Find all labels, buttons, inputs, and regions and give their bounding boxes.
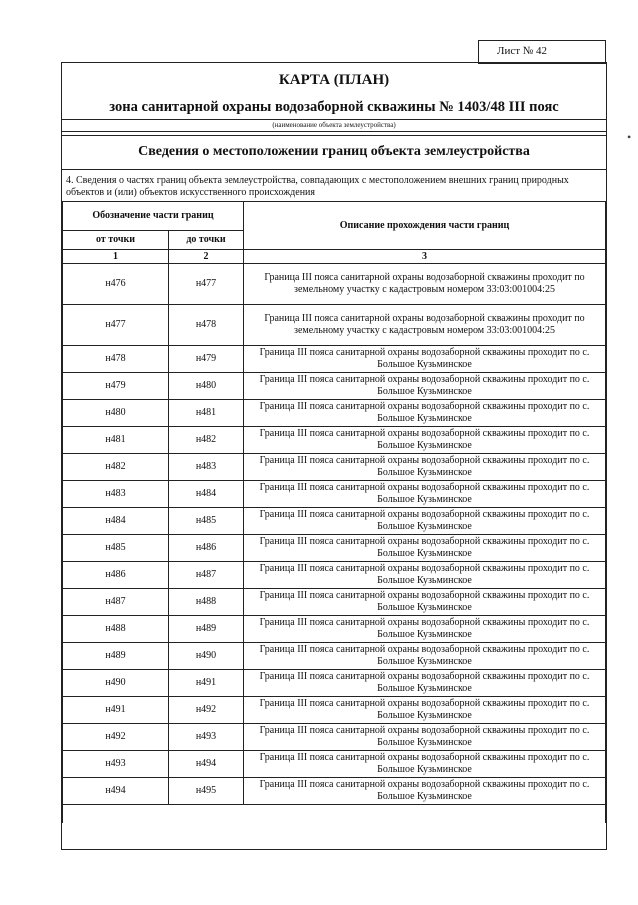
cell-description: Граница III пояса санитарной охраны водозаборной скважины проходит по с. Большое Кузьминское bbox=[244, 697, 606, 724]
map-title: КАРТА (ПЛАН) bbox=[278, 72, 390, 88]
cell-to-point: н490 bbox=[169, 643, 244, 670]
table-row bbox=[63, 264, 606, 305]
divider bbox=[62, 119, 606, 120]
table-row bbox=[63, 724, 606, 751]
column-number: 1 bbox=[63, 250, 169, 264]
map-subtitle: зона санитарной охраны водозаборной скважины № 1403/48 III пояс bbox=[109, 99, 559, 115]
table-row bbox=[63, 562, 606, 589]
column-number: 3 bbox=[244, 250, 606, 264]
cell-description: Граница III пояса санитарной охраны водозаборной скважины проходит по с. Большое Кузьминское bbox=[244, 535, 606, 562]
header-part: Обозначение части границ bbox=[63, 202, 244, 231]
table-row bbox=[63, 481, 606, 508]
cell-to-point: н493 bbox=[169, 724, 244, 751]
cell-description: Граница III пояса санитарной охраны водозаборной скважины проходит по земельному участку с кадастровым номером 33:03:001004:25 bbox=[244, 305, 606, 346]
table-row bbox=[63, 616, 606, 643]
cell-to-point: н495 bbox=[169, 778, 244, 805]
divider bbox=[62, 131, 606, 132]
cell-from-point: н489 bbox=[63, 643, 169, 670]
cell-to-point: н479 bbox=[169, 346, 244, 373]
cell-description: Граница III пояса санитарной охраны водозаборной скважины проходит по с. Большое Кузьминское bbox=[244, 346, 606, 373]
cell-from-point: н481 bbox=[63, 427, 169, 454]
table-row bbox=[63, 643, 606, 670]
cell-to-point: н477 bbox=[169, 264, 244, 305]
cell-from-point: н476 bbox=[63, 264, 169, 305]
table-row bbox=[63, 427, 606, 454]
cell-from-point: н488 bbox=[63, 616, 169, 643]
cell-to-point: н478 bbox=[169, 305, 244, 346]
cell-to-point: н492 bbox=[169, 697, 244, 724]
table-row bbox=[63, 589, 606, 616]
cell-from-point: н487 bbox=[63, 589, 169, 616]
table-row bbox=[63, 751, 606, 778]
cell-description: Граница III пояса санитарной охраны водозаборной скважины проходит по с. Большое Кузьминское bbox=[244, 751, 606, 778]
cell-description: Граница III пояса санитарной охраны водозаборной скважины проходит по с. Большое Кузьминское bbox=[244, 589, 606, 616]
cell-to-point: н484 bbox=[169, 481, 244, 508]
cell-to-point: н486 bbox=[169, 535, 244, 562]
table-row bbox=[63, 670, 606, 697]
cell-description: Граница III пояса санитарной охраны водозаборной скважины проходит по с. Большое Кузьминское bbox=[244, 400, 606, 427]
cell-description: Граница III пояса санитарной охраны водозаборной скважины проходит по с. Большое Кузьминское bbox=[244, 481, 606, 508]
cell-to-point: н487 bbox=[169, 562, 244, 589]
cell-description: Граница III пояса санитарной охраны водозаборной скважины проходит по земельному участку с кадастровым номером 33:03:001004:25 bbox=[244, 264, 606, 305]
header-description: Описание прохождения части границ bbox=[244, 202, 606, 250]
empty-row bbox=[63, 805, 606, 824]
cell-description: Граница III пояса санитарной охраны водозаборной скважины проходит по с. Большое Кузьминское bbox=[244, 616, 606, 643]
cell-to-point: н483 bbox=[169, 454, 244, 481]
table-row bbox=[63, 778, 606, 805]
cell-from-point: н494 bbox=[63, 778, 169, 805]
table-row bbox=[63, 400, 606, 427]
cell-description: Граница III пояса санитарной охраны водозаборной скважины проходит по с. Большое Кузьминское bbox=[244, 724, 606, 751]
cell-description: Граница III пояса санитарной охраны водозаборной скважины проходит по с. Большое Кузьминское bbox=[244, 643, 606, 670]
cell-from-point: н479 bbox=[63, 373, 169, 400]
header-to-point: до точки bbox=[169, 231, 244, 250]
scan-mark: • bbox=[627, 130, 632, 144]
header-from-point: от точки bbox=[63, 231, 169, 250]
cell-to-point: н488 bbox=[169, 589, 244, 616]
table-row bbox=[63, 697, 606, 724]
cell-from-point: н482 bbox=[63, 454, 169, 481]
cell-from-point: н483 bbox=[63, 481, 169, 508]
cell-from-point: н484 bbox=[63, 508, 169, 535]
divider bbox=[62, 169, 606, 170]
cell-from-point: н478 bbox=[63, 346, 169, 373]
cell-to-point: н480 bbox=[169, 373, 244, 400]
boundary-parts-table bbox=[62, 201, 606, 823]
section-title: Сведения о местоположении границ объекта землеустройства bbox=[138, 144, 530, 159]
cell-to-point: н482 bbox=[169, 427, 244, 454]
cell-description: Граница III пояса санитарной охраны водозаборной скважины проходит по с. Большое Кузьминское bbox=[244, 373, 606, 400]
cell-from-point: н492 bbox=[63, 724, 169, 751]
cell-description: Граница III пояса санитарной охраны водозаборной скважины проходит по с. Большое Кузьминское bbox=[244, 670, 606, 697]
cell-to-point: н489 bbox=[169, 616, 244, 643]
table-row bbox=[63, 373, 606, 400]
table-row bbox=[63, 535, 606, 562]
cell-description: Граница III пояса санитарной охраны водозаборной скважины проходит по с. Большое Кузьминское bbox=[244, 454, 606, 481]
object-name-caption: (наименование объекта землеустройства) bbox=[272, 121, 396, 129]
cell-description: Граница III пояса санитарной охраны водозаборной скважины проходит по с. Большое Кузьминское bbox=[244, 778, 606, 805]
table-row bbox=[63, 454, 606, 481]
table-row bbox=[63, 305, 606, 346]
cell-description: Граница III пояса санитарной охраны водозаборной скважины проходит по с. Большое Кузьминское bbox=[244, 562, 606, 589]
divider bbox=[62, 135, 606, 136]
cell-from-point: н477 bbox=[63, 305, 169, 346]
cell-from-point: н485 bbox=[63, 535, 169, 562]
cell-description: Граница III пояса санитарной охраны водозаборной скважины проходит по с. Большое Кузьминское bbox=[244, 508, 606, 535]
cell-from-point: н491 bbox=[63, 697, 169, 724]
table-row bbox=[63, 346, 606, 373]
section-note: 4. Сведения о частях границ объекта землеустройства, совпадающих с местоположением внешних границ природных объектов и (или) объектов искусственного происхождения bbox=[66, 175, 569, 198]
cell-from-point: н486 bbox=[63, 562, 169, 589]
cell-from-point: н493 bbox=[63, 751, 169, 778]
column-number: 2 bbox=[169, 250, 244, 264]
document-frame bbox=[61, 62, 607, 850]
cell-to-point: н491 bbox=[169, 670, 244, 697]
cell-to-point: н485 bbox=[169, 508, 244, 535]
cell-to-point: н494 bbox=[169, 751, 244, 778]
table-row bbox=[63, 508, 606, 535]
cell-from-point: н490 bbox=[63, 670, 169, 697]
sheet-number-label: Лист № 42 bbox=[478, 40, 606, 64]
cell-to-point: н481 bbox=[169, 400, 244, 427]
cell-description: Граница III пояса санитарной охраны водозаборной скважины проходит по с. Большое Кузьминское bbox=[244, 427, 606, 454]
cell-from-point: н480 bbox=[63, 400, 169, 427]
